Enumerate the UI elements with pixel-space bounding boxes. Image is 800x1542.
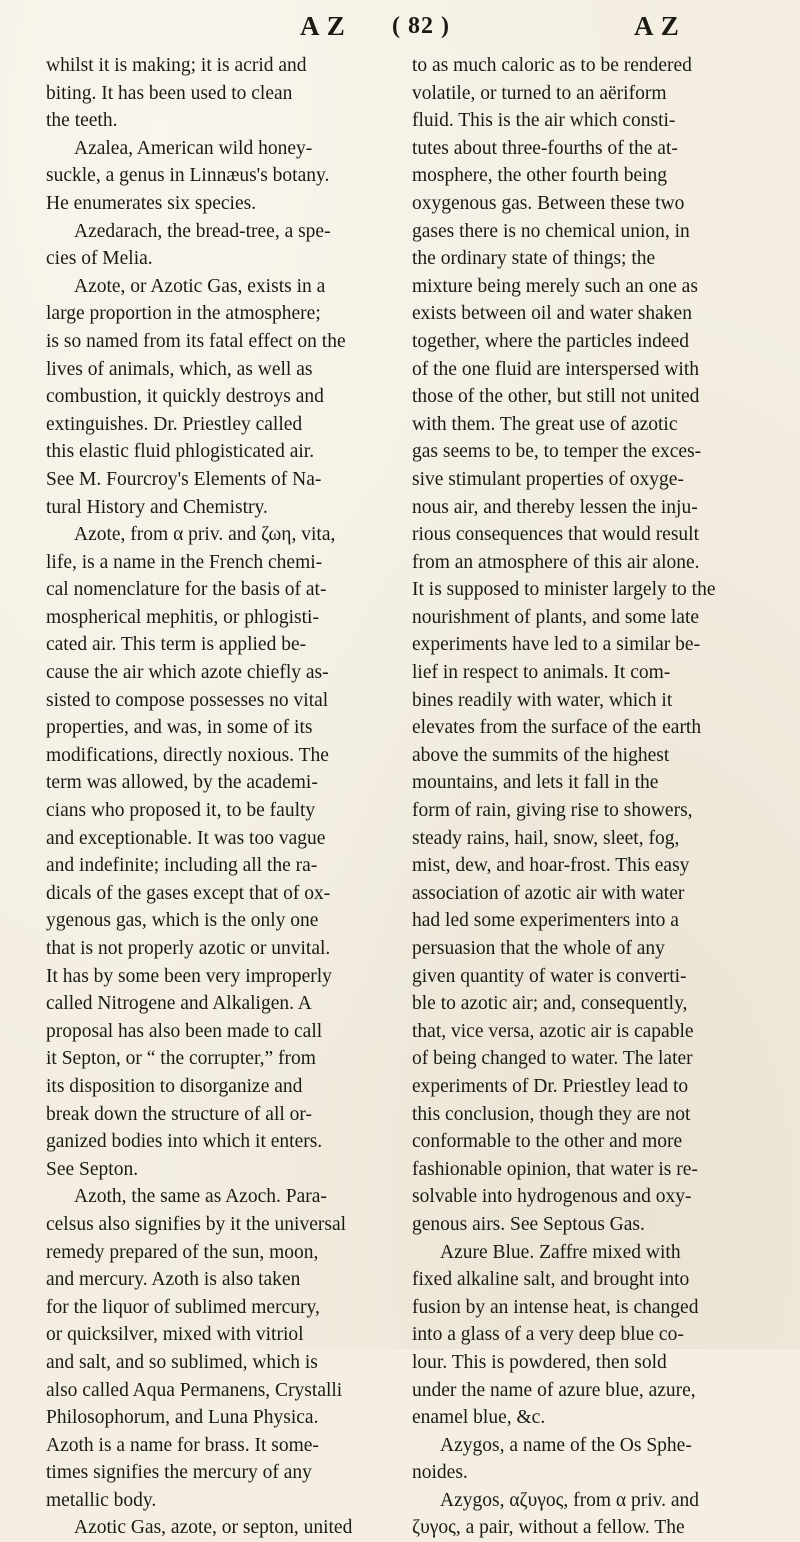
text-line: Azote, or Azotic Gas, exists in a [74,275,326,297]
text-line: Azotic Gas, azote, or septon, united [74,1517,353,1539]
text-line: enamel blue, &c. [412,1407,546,1429]
text-line: ble to azotic air; and, consequently, [412,993,688,1015]
text-line: form of rain, giving rise to showers, [412,800,693,822]
text-line: Azote, from α priv. and ζωη, vita, [74,524,336,546]
text-line: cal nomenclature for the basis of at- [46,579,327,601]
text-line: Azoth, the same as Azoch. Para- [74,1186,327,1208]
text-line: Azure Blue. Zaffre mixed with [440,1241,681,1263]
text-line: properties, and was, in some of its [46,717,313,739]
text-line: fusion by an intense heat, is changed [412,1296,699,1318]
text-line: persuasion that the whole of any [412,938,665,959]
text-line: mountains, and lets it fall in the [412,772,659,794]
text-line: He enumerates six species. [46,192,257,214]
text-line: of being changed to water. The later [412,1048,693,1070]
text-line: cated air. This term is applied be- [46,634,307,656]
text-line: Azalea, American wild honey- [74,137,313,159]
text-line: those of the other, but still not united [412,386,700,408]
text-line: this conclusion, though they are not [412,1103,691,1125]
text-line: tural History and Chemistry. [46,496,268,518]
text-line: proposal has also been made to call [46,1020,323,1042]
text-line: under the name of azure blue, azure, [412,1379,696,1401]
text-line: experiments of Dr. Priestley lead to [412,1075,689,1097]
header-left-guideword: A Z [300,11,346,41]
text-line: had led some experimenters into a [412,910,679,932]
text-line: fashionable opinion, that water is re- [412,1158,698,1180]
text-line: and indefinite; including all the ra- [46,855,318,877]
text-line: Philosophorum, and Luna Physica. [46,1407,319,1429]
header-right-guideword: A Z [634,11,680,41]
text-line: also called Aqua Permanens, Crystalli [46,1379,343,1401]
text-line: nous air, and thereby lessen the inju- [412,496,698,518]
text-line: experiments have led to a similar be- [412,634,701,656]
text-line: solvable into hydrogenous and oxy- [412,1186,692,1208]
text-line: and mercury. Azoth is also taken [46,1269,301,1291]
text-line: to as much caloric as to be rendered [412,55,692,76]
text-line: ganized bodies into which it enters. [46,1131,323,1153]
text-line: bines readily with water, which it [412,689,673,711]
text-line: lief in respect to animals. It com- [412,662,671,684]
text-line: It is supposed to minister largely to the [412,579,716,601]
text-line: dicals of the gases except that of ox- [46,882,331,904]
text-line: lives of animals, which, as well as [46,358,313,380]
text-line: association of azotic air with water [412,882,685,904]
text-line: See M. Fourcroy's Elements of Na- [46,468,322,490]
text-line: sive stimulant properties of oxyge- [412,468,684,490]
text-line: from an atmosphere of this air alone. [412,551,700,573]
text-line: together, where the particles indeed [412,330,689,352]
text-line: oxygenous gas. Between these two [412,192,685,214]
text-line: cause the air which azote chiefly as- [46,662,329,684]
text-line: rious consequences that would result [412,524,700,546]
text-line: combustion, it quickly destroys and [46,386,324,408]
text-line: steady rains, hail, snow, sleet, fog, [412,827,680,849]
left-text-column [46,52,418,1539]
running-header [0,4,800,48]
text-line: ygenous gas, which is the only one [46,910,319,932]
right-text-column [412,52,782,1539]
text-line: sisted to compose possesses no vital [46,689,329,711]
text-line: celsus also signifies by it the universal [46,1213,347,1235]
text-line: given quantity of water is converti- [412,965,687,987]
text-line: Azygos, a name of the Os Sphe- [440,1434,692,1456]
text-line: above the summits of the highest [412,744,670,766]
text-line: with them. The great use of azotic [412,413,678,435]
text-line: term was allowed, by the academi- [46,772,318,794]
text-line: metallic body. [46,1489,157,1511]
text-line: mospherical mephitis, or phlogisti- [46,606,319,628]
text-line: break down the structure of all or- [46,1103,313,1125]
text-line: times signifies the mercury of any [46,1462,312,1484]
text-line: fluid. This is the air which consti- [412,110,676,132]
text-line: Azygos, αζυγος, from α priv. and [440,1489,700,1511]
text-line: it Septon, or “ the corrupter,” from [46,1048,316,1070]
text-line: called Nitrogene and Alkaligen. A [46,993,312,1015]
text-line: into a glass of a very deep blue co- [412,1324,684,1346]
text-line: this elastic fluid phlogisticated air. [46,441,315,463]
text-line: the teeth. [46,110,118,132]
text-line: cies of Melia. [46,248,153,270]
text-line: Azoth is a name for brass. It some- [46,1434,319,1456]
page-number: ( 82 ) [392,13,450,39]
text-line: that, vice versa, azotic air is capable [412,1020,694,1042]
text-line: whilst it is making; it is acrid and [46,55,307,76]
text-line: suckle, a genus in Linnæus's botany. [46,165,330,187]
text-line: gases there is no chemical union, in [412,220,690,242]
text-line: large proportion in the atmosphere; [46,303,321,325]
text-line: fixed alkaline salt, and brought into [412,1269,690,1291]
text-line: mosphere, the other fourth being [412,165,668,187]
text-line: and exceptionable. It was too vague [46,827,326,849]
text-line: biting. It has been used to clean [46,82,293,104]
text-line: that is not properly azotic or unvital. [46,938,331,959]
text-line: modifications, directly noxious. The [46,744,329,766]
text-line: of the one fluid are interspersed with [412,358,699,380]
text-line: genous airs. See Septous Gas. [412,1213,645,1235]
text-line: or quicksilver, mixed with vitriol [46,1324,304,1346]
text-line: extinguishes. Dr. Priestley called [46,413,303,435]
text-line: its disposition to disorganize and [46,1075,303,1097]
text-line: remedy prepared of the sun, moon, [46,1241,319,1263]
text-line: ζυγος, a pair, without a fellow. The [412,1517,685,1539]
text-line: gas seems to be, to temper the exces- [412,441,702,463]
text-line: for the liquor of sublimed mercury, [46,1296,320,1318]
text-line: See Septon. [46,1158,139,1180]
text-line: noides. [412,1462,468,1484]
text-line: tutes about three-fourths of the at- [412,137,678,159]
text-line: exists between oil and water shaken [412,303,692,325]
text-line: the ordinary state of things; the [412,248,656,270]
text-line: lour. This is powdered, then sold [412,1351,667,1373]
text-line: mist, dew, and hoar-frost. This easy [412,855,690,877]
text-line: It has by some been very improperly [46,965,332,987]
text-line: life, is a name in the French chemi- [46,551,323,573]
text-line: nourishment of plants, and some late [412,606,700,628]
text-line: is so named from its fatal effect on the [46,330,346,352]
text-line: conformable to the other and more [412,1131,683,1153]
text-line: volatile, or turned to an aëriform [412,82,667,104]
text-line: elevates from the surface of the earth [412,717,702,739]
text-line: and salt, and so sublimed, which is [46,1351,318,1373]
text-line: mixture being merely such an one as [412,275,698,297]
text-line: cians who proposed it, to be faulty [46,800,316,822]
text-line: Azedarach, the bread-tree, a spe- [74,220,331,242]
